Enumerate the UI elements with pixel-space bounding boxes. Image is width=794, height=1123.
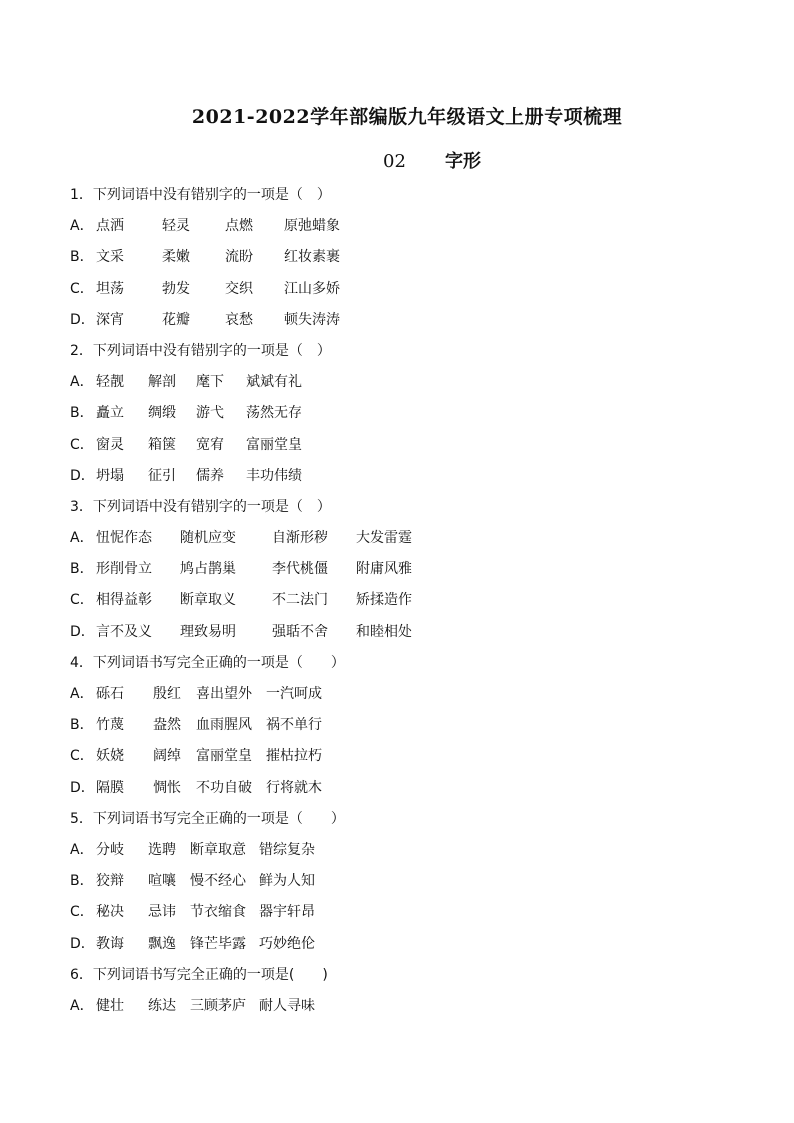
- option-word: 教诲: [96, 935, 124, 952]
- option-word: 健壮: [96, 997, 124, 1014]
- option-word: 点洒: [96, 218, 124, 235]
- option-label: C．: [70, 280, 94, 297]
- question-stem: 1．下列词语中没有错别字的一项是（ ）: [70, 187, 331, 203]
- option-word: 相得益彰: [96, 592, 152, 609]
- option-a: [70, 523, 770, 554]
- option-word: 和睦相处: [356, 623, 412, 640]
- option-word: 富丽堂皇: [196, 748, 252, 765]
- option-b: [70, 710, 770, 741]
- option-c: [70, 585, 770, 616]
- option-label: C．: [70, 436, 94, 453]
- option-word: 理致易明: [180, 623, 236, 640]
- option-word: 飘逸: [148, 935, 176, 952]
- option-word: 惆怅: [153, 779, 181, 796]
- option-word: 断章取义: [180, 592, 236, 609]
- option-label: A．: [70, 841, 94, 858]
- option-word: 点燃: [225, 218, 253, 235]
- option-word: 交织: [225, 280, 253, 297]
- option-word: 文采: [96, 249, 124, 266]
- option-word: 鲜为人知: [259, 873, 315, 890]
- option-word: 麾下: [196, 374, 224, 391]
- option-a: [70, 211, 770, 242]
- option-word: 一汽呵成: [266, 686, 322, 702]
- option-label: B．: [70, 249, 94, 266]
- option-word: 阔绰: [153, 748, 181, 765]
- option-word: 器宇轩昂: [259, 904, 315, 921]
- option-word: 轻灵: [162, 218, 190, 235]
- question-2: [70, 336, 770, 492]
- option-word: 节衣缩食: [190, 904, 246, 921]
- option-word: 喜出望外: [196, 686, 252, 702]
- option-word: 宽宥: [196, 436, 224, 453]
- option-word: 选聘: [148, 841, 176, 858]
- option-word: 秘决: [96, 904, 124, 921]
- option-word: 丰功伟绩: [246, 467, 302, 484]
- option-d: [70, 617, 770, 648]
- option-word: 分岐: [96, 841, 124, 858]
- option-word: 儒养: [196, 467, 224, 484]
- option-word: 流盼: [225, 249, 253, 266]
- option-word: 殷红: [153, 686, 181, 702]
- option-word: 自渐形秽: [272, 530, 328, 547]
- option-word: 大发雷霆: [356, 530, 412, 547]
- page-title: 2021-2022学年部编版九年级语文上册专项梳理: [191, 106, 623, 128]
- option-word: 砾石: [96, 686, 124, 702]
- option-word: 矗立: [96, 405, 124, 422]
- option-word: 盎然: [153, 717, 181, 734]
- option-word: 慢不经心: [190, 873, 246, 890]
- option-word: 解剖: [148, 374, 176, 391]
- option-word: 强聒不舍: [272, 623, 328, 640]
- option-word: 李代桃僵: [272, 561, 328, 578]
- question-6: [70, 960, 770, 1022]
- page-subtitle: [383, 147, 481, 173]
- option-word: 竹蔑: [96, 717, 124, 734]
- option-word: 鸠占鹊巢: [180, 561, 236, 578]
- option-d: [70, 929, 770, 960]
- option-word: 坦荡: [96, 280, 124, 297]
- option-word: 坍塌: [96, 467, 124, 484]
- option-c: [70, 741, 770, 772]
- option-word: 荡然无存: [246, 405, 302, 422]
- option-label: A．: [70, 997, 94, 1014]
- option-word: 巧妙绝伦: [259, 935, 315, 952]
- option-a: [70, 679, 770, 710]
- question-stem: 6．下列词语书写完全正确的一项是( ): [70, 966, 328, 983]
- option-word: 忌讳: [148, 904, 176, 921]
- option-word: 顿失涛涛: [284, 311, 340, 328]
- option-label: B．: [70, 717, 94, 734]
- option-word: 哀愁: [225, 311, 253, 328]
- option-word: 妖娆: [96, 748, 124, 765]
- option-word: 征引: [148, 467, 176, 484]
- question-stem: 2．下列词语中没有错别字的一项是（ ）: [70, 342, 331, 359]
- option-word: 断章取意: [190, 841, 246, 858]
- option-word: 形削骨立: [96, 561, 152, 578]
- option-word: 勃发: [162, 280, 190, 297]
- option-word: 花瓣: [162, 311, 190, 328]
- option-word: 隔膜: [96, 779, 124, 796]
- option-word: 血雨腥风: [196, 717, 252, 734]
- option-word: 江山多娇: [284, 280, 340, 297]
- option-word: 附庸风雅: [356, 561, 412, 578]
- option-label: D．: [70, 623, 95, 640]
- option-c: [70, 897, 770, 928]
- option-label: B．: [70, 561, 94, 578]
- section-number: 02: [383, 151, 406, 172]
- option-label: A．: [70, 218, 94, 235]
- option-word: 错综复杂: [259, 841, 315, 858]
- option-label: D．: [70, 935, 95, 952]
- option-label: C．: [70, 748, 94, 765]
- option-label: D．: [70, 311, 95, 328]
- option-word: 锋芒毕露: [190, 935, 246, 952]
- option-label: A．: [70, 374, 94, 391]
- option-label: C．: [70, 904, 94, 921]
- option-word: 祸不单行: [266, 717, 322, 734]
- option-b: [70, 554, 770, 585]
- question-list: [70, 180, 770, 1022]
- question-5: [70, 804, 770, 960]
- option-word: 言不及义: [96, 623, 152, 640]
- option-word: 随机应变: [180, 530, 236, 547]
- option-word: 矫揉造作: [356, 592, 412, 609]
- option-b: [70, 398, 770, 429]
- question-4: [70, 648, 770, 804]
- option-a: [70, 991, 770, 1022]
- option-d: [70, 461, 770, 492]
- option-a: [70, 835, 770, 866]
- option-b: [70, 866, 770, 897]
- option-word: 忸怩作态: [96, 530, 152, 547]
- option-label: A．: [70, 530, 94, 547]
- question-stem: 3．下列词语中没有错别字的一项是（ ）: [70, 498, 331, 515]
- option-word: 原弛蜡象: [284, 218, 340, 235]
- option-word: 富丽堂皇: [246, 436, 302, 453]
- option-label: B．: [70, 873, 94, 890]
- option-a: [70, 367, 770, 398]
- option-word: 红妆素裹: [284, 249, 340, 266]
- option-word: 轻靓: [96, 374, 124, 391]
- option-label: D．: [70, 467, 95, 484]
- option-word: 绸缎: [148, 405, 176, 422]
- option-c: [70, 430, 770, 461]
- option-word: 行将就木: [266, 779, 322, 796]
- question-stem: 5．下列词语书写完全正确的一项是（ ）: [70, 810, 345, 827]
- option-word: 深宵: [96, 311, 124, 328]
- question-1: [70, 180, 770, 336]
- option-word: 斌斌有礼: [246, 374, 302, 391]
- option-label: D．: [70, 779, 95, 796]
- option-word: 柔嫩: [162, 249, 190, 266]
- option-word: 练达: [148, 997, 176, 1014]
- option-word: 摧枯拉朽: [266, 748, 322, 765]
- option-d: [70, 773, 770, 804]
- option-d: [70, 305, 770, 336]
- option-word: 窗灵: [96, 436, 124, 453]
- question-stem: 4．下列词语书写完全正确的一项是（ ）: [70, 654, 345, 671]
- option-word: 喧嚷: [148, 873, 176, 890]
- option-label: C．: [70, 592, 94, 609]
- option-word: 三顾茅庐: [190, 997, 246, 1014]
- option-word: 不二法门: [272, 592, 328, 609]
- option-label: A．: [70, 686, 94, 702]
- option-word: 耐人寻味: [259, 997, 315, 1014]
- option-c: [70, 274, 770, 305]
- option-word: 狡辩: [96, 873, 124, 890]
- option-word: 箱箧: [148, 436, 176, 453]
- option-b: [70, 242, 770, 273]
- option-word: 游弋: [196, 405, 224, 422]
- question-3: [70, 492, 770, 648]
- section-topic: 字形: [445, 151, 481, 172]
- option-label: B．: [70, 405, 94, 422]
- option-word: 不功自破: [196, 779, 252, 796]
